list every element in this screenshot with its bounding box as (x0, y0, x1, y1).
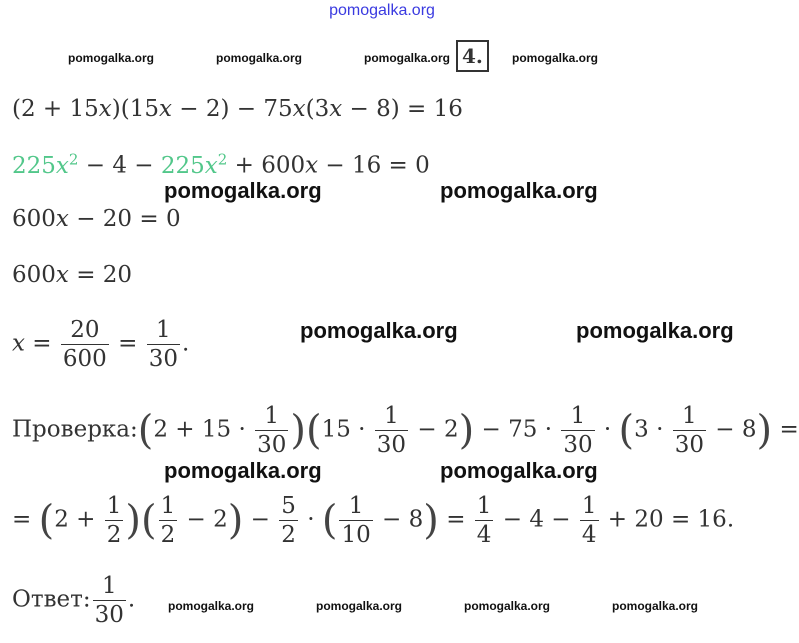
check-line: Проверка:(2 + 15 · $\frac{1}{30}$ )(15 · $\frac{1}{30}$ − 2) − 75 · $\frac{1}{30}$ · (3 · $\frac{1}{30}$ − 8) = (12, 403, 799, 458)
watermark-small: pomogalka.org (68, 51, 155, 65)
watermark-large: pomogalka.org (440, 178, 598, 203)
task-number: 4. (456, 40, 489, 72)
watermark-small: pomogalka.org (216, 51, 303, 65)
watermark-large: pomogalka.org (164, 178, 322, 203)
watermark-small: pomogalka.org (512, 51, 599, 65)
watermark-small: pomogalka.org (464, 599, 551, 613)
equation-line-5: x = $\frac{20}{600}$ = $\frac{1}{30}$ . (12, 317, 190, 372)
watermark-small: pomogalka.org (316, 599, 403, 613)
answer-label: Ответ: (12, 586, 91, 613)
watermark-large: pomogalka.org (300, 318, 458, 343)
watermark-large: pomogalka.org (440, 458, 598, 483)
watermark-large: pomogalka.org (576, 318, 734, 343)
watermark-small: pomogalka.org (612, 599, 699, 613)
watermark-small: pomogalka.org (364, 51, 451, 65)
watermark-top: pomogalka.org (329, 2, 435, 19)
equation-line-4: 600x = 20 (12, 262, 133, 288)
check-label: Проверка: (12, 416, 138, 443)
check-continuation: = (2 + $\frac{1}{2}$ )( $\frac{1}{2}$ − 2) − $\frac{5}{2}$ · ( $\frac{1}{10}$ − 8) = $\frac{1}{4}$ − 4 − $\frac{1}{4}$ + 20 = 16. (12, 493, 735, 548)
equation-line-1: (2 + 15x)(15x − 2) − 75x(3x − 8) = 16 (12, 96, 463, 122)
answer-line: Ответ: $\frac{1}{30}$ . (12, 573, 136, 628)
watermark-large: pomogalka.org (164, 458, 322, 483)
watermark-small: pomogalka.org (168, 599, 255, 613)
equation-line-2: $225x^2 - 4 - 225x^2 + 600x - 16 = 0$ (12, 150, 430, 179)
equation-line-3: 600x − 20 = 0 (12, 206, 181, 232)
